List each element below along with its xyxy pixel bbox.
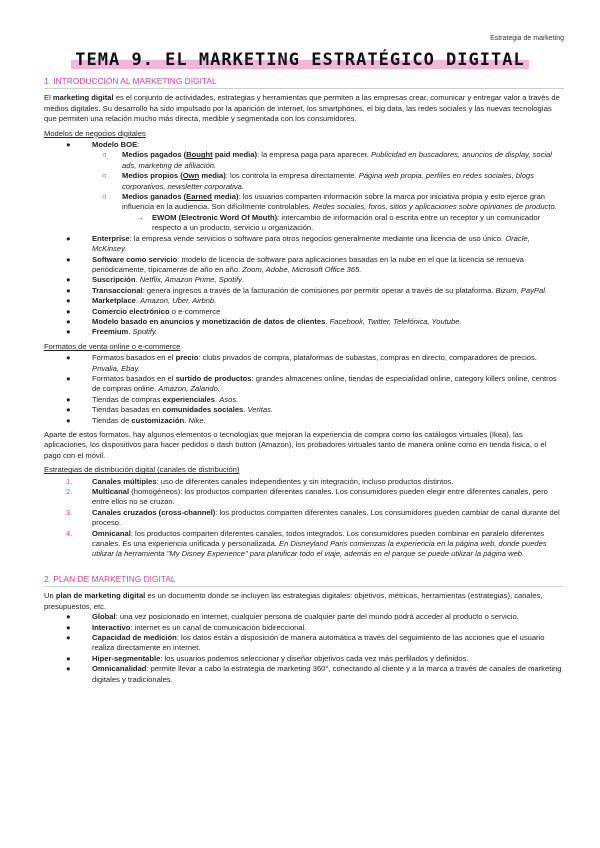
format-desc: . bbox=[184, 415, 189, 425]
feature-desc: : internet es un canal de comunicación bidireccional. bbox=[130, 622, 307, 632]
list-item-ewom bbox=[44, 213, 564, 234]
channels-list bbox=[44, 477, 564, 560]
model-examples: Oracle, McKinsey. bbox=[92, 233, 530, 254]
bullet-icon: ● bbox=[66, 140, 71, 150]
arrow-right-icon: → bbox=[136, 212, 144, 222]
section-heading-plan: 2. PLAN DE MARKETING DIGITAL bbox=[44, 574, 564, 587]
section-heading-intro: 1. INTRODUCCIÓN AL MARKETING DIGITAL bbox=[44, 76, 564, 89]
bullet-icon: ● bbox=[66, 296, 71, 306]
format-pre: Formatos basados en el bbox=[92, 373, 176, 383]
list-item-channel bbox=[44, 487, 564, 508]
format-pre: Formatos basados en el bbox=[92, 353, 176, 363]
page-title bbox=[71, 50, 528, 70]
format-bold: experienciales bbox=[162, 394, 215, 404]
bullet-icon: ● bbox=[66, 306, 71, 316]
paid-underline: Bought bbox=[186, 150, 213, 160]
list-item-model bbox=[44, 286, 564, 296]
feature-name: Omnicanalidad bbox=[92, 664, 147, 674]
model-desc: o e-commerce bbox=[169, 306, 221, 316]
bullet-icon: ● bbox=[66, 373, 71, 383]
format-examples: Veritas. bbox=[247, 405, 273, 415]
document-body bbox=[44, 76, 564, 685]
channel-name: Canales cruzados (cross-channel) bbox=[92, 507, 216, 517]
paid-text: : la empresa paga para aparecer. bbox=[257, 150, 372, 160]
models-list-rest bbox=[44, 234, 564, 338]
paid-b1: Medios pagados ( bbox=[122, 150, 187, 160]
owned-bold bbox=[122, 171, 226, 180]
format-pre: Tiendas de bbox=[92, 415, 132, 425]
bullet-icon: ● bbox=[66, 254, 71, 264]
boe-text: : bbox=[137, 140, 140, 150]
model-examples: Zoom, Adobe, Microsoft Office 365. bbox=[242, 264, 362, 274]
feature-name: Híper-segmentable bbox=[92, 653, 161, 663]
model-name: Enterprise bbox=[92, 233, 130, 243]
model-examples: Amazon, Uber, Airbnb. bbox=[140, 296, 217, 306]
features-list bbox=[44, 612, 564, 685]
list-item-paid bbox=[44, 150, 564, 171]
list-item-earned bbox=[44, 192, 564, 213]
owned-b1: Medios propios ( bbox=[122, 171, 183, 181]
earned-underline: Earned bbox=[186, 192, 212, 202]
list-item-model bbox=[44, 234, 564, 255]
bullet-icon: ● bbox=[66, 653, 71, 663]
model-examples: Spotify. bbox=[132, 327, 158, 337]
list-item-format bbox=[44, 416, 564, 426]
channel-desc: (homogéneos): los productos comparten diferentes canales. Los consumidores pueden elegir entre diferentes canales, pero entre ellos no se cruzan. bbox=[92, 487, 548, 507]
bullet-icon: ● bbox=[66, 327, 71, 337]
intro-bold: marketing digital bbox=[52, 93, 114, 103]
model-desc: : modelo de licencia de software para aplicaciones basadas en la nube en el que la licencia se renueva periódicamente, típicamente de año en año. bbox=[92, 254, 524, 274]
bullet-icon: ● bbox=[66, 612, 71, 622]
plan-intro-bold: plan de marketing digital bbox=[55, 591, 146, 601]
model-examples: Netflix, Amazon Prime, Spotify. bbox=[139, 275, 244, 285]
circle-bullet-icon: ○ bbox=[102, 192, 107, 202]
channel-desc: : los productos comparten diferentes canales, todos integrados. Los consumidores pueden combinar en paralelo diferentes canales. Es una experiencia unificada y personalizada. bbox=[92, 528, 545, 549]
list-item-feature bbox=[44, 633, 564, 654]
model-name: Suscripción bbox=[92, 275, 136, 285]
list-item-channel bbox=[44, 529, 564, 560]
feature-desc: : permite llevar a cabo la estrategia de marketing 360°, conectando al cliente y a la marca a través de canales de marketing digitales y tradicionales. bbox=[92, 664, 562, 684]
bullet-icon: ● bbox=[66, 664, 71, 674]
feature-name: Interactivo bbox=[92, 622, 131, 632]
channel-name: Canales múltiples bbox=[92, 476, 157, 486]
list-item-model bbox=[44, 275, 564, 285]
format-bold: customización bbox=[131, 415, 185, 425]
list-item-owned bbox=[44, 171, 564, 192]
list-item-boe bbox=[44, 140, 564, 150]
owned-examples: Página web propia, perfiles en redes sociales, blogs corporativos, newsletter corporativa. bbox=[122, 171, 534, 191]
bullet-icon: ● bbox=[66, 405, 71, 415]
list-item-feature bbox=[44, 623, 564, 633]
channel-desc: : uso de diferentes canales independientes y sin integración, incluso productos distintos. bbox=[156, 476, 454, 486]
paid-examples: Publicidad en buscadores, anuncios de display, social ads, marketing de afiliación. bbox=[122, 150, 552, 170]
model-desc: . bbox=[135, 275, 140, 285]
owned-text: : los controla la empresa directamente. bbox=[225, 171, 359, 181]
list-item-feature bbox=[44, 612, 564, 622]
bullet-icon: ● bbox=[66, 316, 71, 326]
format-pre: Tiendas de compras bbox=[92, 394, 163, 404]
list-item-format bbox=[44, 374, 564, 395]
model-name: Marketplace bbox=[92, 296, 136, 306]
list-item-feature bbox=[44, 654, 564, 664]
format-desc: . bbox=[215, 394, 220, 404]
earned-text: : los usuarios comparten información sobre la marca por iniciativa propia y esto ejerce gran influencia en la audiencia. Son difícilmente controlables. bbox=[122, 192, 545, 212]
channel-name: Omnicanal bbox=[92, 528, 131, 538]
list-item-model bbox=[44, 317, 564, 327]
earned-examples: Redes sociales, foros, sitios y aplicaciones sobre opiniones de producto. bbox=[312, 202, 557, 212]
earned-b2: media) bbox=[211, 192, 239, 202]
list-number: 1. bbox=[66, 476, 73, 486]
model-name: Freemium bbox=[92, 327, 129, 337]
intro-post: es el conjunto de actividades, estrategias y herramientas que permiten a las empresas crear, comunicar y entregar valor a través de medios digitales. Su desarrollo ha sido impulsado por la aparición de internet, los smartphones, el big data, las redes sociales y las nuevas tecnologías que permiten una relación mucho más directa, medible y segmentada con los consumidores. bbox=[44, 93, 560, 124]
ewom-text: : intercambio de información oral o escrita entre un receptor y un comunicador respecto a un producto, servicio u organización. bbox=[152, 212, 541, 233]
list-item-model bbox=[44, 327, 564, 337]
model-name: Comercio electrónico bbox=[92, 306, 170, 316]
circle-bullet-icon: ○ bbox=[102, 171, 107, 181]
format-desc: : clubs privados de compra, plataformas de subastas, compras en directo, comparadores de precios. bbox=[198, 353, 537, 363]
list-item-format bbox=[44, 405, 564, 415]
model-desc: . bbox=[128, 327, 133, 337]
format-examples: Privalia, Ebay. bbox=[92, 363, 140, 373]
list-item-model bbox=[44, 296, 564, 306]
channel-desc: : los productos comparten diferentes canales. Los consumidores pueden cambiar de canal durante del proceso. bbox=[92, 507, 560, 528]
earned-b1: Medios ganados ( bbox=[122, 192, 187, 202]
owned-b2: media) bbox=[199, 171, 226, 181]
bullet-icon: ● bbox=[66, 275, 71, 285]
formats-list bbox=[44, 353, 564, 426]
model-name: Software como servicio bbox=[92, 254, 178, 264]
page-title-text: TEMA 9. EL MARKETING ESTRATÉGICO DIGITAL bbox=[75, 50, 525, 70]
model-desc: : la empresa vende servicios o software para otros negocios generalmente mediante una licencia de uso único. bbox=[129, 233, 506, 243]
plan-intro-paragraph bbox=[44, 591, 564, 612]
feature-desc: : los datos están a disposición de manera automática a través del seguimiento de las acciones que el usuario realiza directamente en internet. bbox=[92, 632, 545, 653]
format-bold: comunidades sociales bbox=[162, 405, 244, 415]
feature-name: Capacidad de medición bbox=[92, 632, 177, 642]
bullet-icon: ● bbox=[66, 394, 71, 404]
bullet-icon: ● bbox=[66, 285, 71, 295]
format-examples: Asos. bbox=[219, 394, 239, 404]
list-item-format bbox=[44, 353, 564, 374]
circle-bullet-icon: ○ bbox=[102, 150, 107, 160]
list-number: 3. bbox=[66, 507, 73, 517]
model-name: Modelo basado en anuncios y monetización de datos de clientes bbox=[92, 316, 326, 326]
model-name: Transaccional bbox=[92, 285, 143, 295]
format-bold: surtido de productos bbox=[175, 373, 252, 383]
format-examples: Amazon, Zalando. bbox=[158, 384, 220, 394]
channel-example: En Disneyland Paris comienzas la experiencia en la página web, donde puedes utilizar la herramienta "My Disney Experience" para planificar todo el viaje, además en el parque se puede utilizar la página web. bbox=[92, 539, 547, 559]
list-item-model bbox=[44, 307, 564, 317]
intro-pre: El bbox=[44, 93, 53, 103]
models-subheading: Modelos de negocios digitales bbox=[44, 128, 146, 138]
boe-bold: Modelo BOE bbox=[92, 140, 138, 150]
format-pre: Tiendas basadas en bbox=[92, 405, 163, 415]
bullet-icon: ● bbox=[66, 632, 71, 642]
ewom-bold: EWOM (Electronic Word Of Mouth) bbox=[152, 212, 278, 222]
format-desc: : grandes almacenes online, tiendas de especialidad online, category killers online, centros de compras online. bbox=[92, 373, 557, 394]
format-examples: Nike. bbox=[188, 415, 206, 425]
running-header: Estrategia de marketing bbox=[490, 35, 564, 42]
model-examples: Bizum, PayPal. bbox=[495, 285, 548, 295]
list-item-channel bbox=[44, 508, 564, 529]
list-number: 4. bbox=[66, 528, 73, 538]
bullet-icon: ● bbox=[66, 353, 71, 363]
model-desc: . bbox=[135, 296, 141, 306]
model-examples: Facebook, Twitter, Telefónica, Youtube. bbox=[329, 316, 462, 326]
list-item-format bbox=[44, 395, 564, 405]
format-bold: precio bbox=[175, 353, 199, 363]
bullet-icon: ● bbox=[66, 233, 71, 243]
formats-note: Aparte de estos formatos, hay algunos elementos o tecnologías que mejoran la experiencia de compra como los catálogos virtuales (Ikea), las aplicaciones, los dispositivos para hacer pedidos o dash button (Amazon), los probadores virtuales tanto de manera online como en tienda física, o el pago con el móvil. bbox=[44, 430, 547, 460]
earned-bold bbox=[122, 192, 238, 201]
model-desc: . bbox=[325, 316, 330, 326]
plan-intro-post: es un documento donde se incluyen las estrategias digitales: objetivos, métricas, herramientas (estrategias), canales, presupuestos, etc. bbox=[44, 591, 543, 611]
plan-intro-pre: Un bbox=[44, 591, 56, 601]
bullet-icon: ● bbox=[66, 622, 71, 632]
title-block bbox=[0, 50, 600, 70]
list-item-feature bbox=[44, 664, 564, 685]
list-item-channel bbox=[44, 477, 564, 487]
formats-subheading: Formatos de venta online o e-commerce bbox=[44, 341, 181, 351]
list-item-model bbox=[44, 255, 564, 276]
feature-name: Global bbox=[92, 612, 116, 622]
intro-paragraph bbox=[44, 93, 564, 124]
paid-bold bbox=[122, 150, 257, 159]
format-desc: . bbox=[243, 405, 248, 415]
paid-b2: paid media) bbox=[212, 150, 258, 160]
models-list bbox=[44, 140, 564, 234]
owned-underline: Own bbox=[182, 171, 200, 181]
feature-desc: : una vez posicionado en internet, cualquier persona de cualquier parte del mundo podrá acceder al producto o servicio. bbox=[115, 612, 519, 622]
model-desc: : genera ingresos a través de la facturación de comisiones por permitir operar a través de su plataforma. bbox=[142, 285, 496, 295]
bullet-icon: ● bbox=[66, 415, 71, 425]
list-number: 2. bbox=[66, 487, 73, 497]
channel-name: Multicanal bbox=[92, 487, 130, 497]
channels-subheading: Estrategias de distribución digital (canales de distribución) bbox=[44, 465, 240, 475]
feature-desc: : los usuarios podemos seleccionar y diseñar objetivos cada vez más perfilados y definidos. bbox=[160, 653, 469, 663]
